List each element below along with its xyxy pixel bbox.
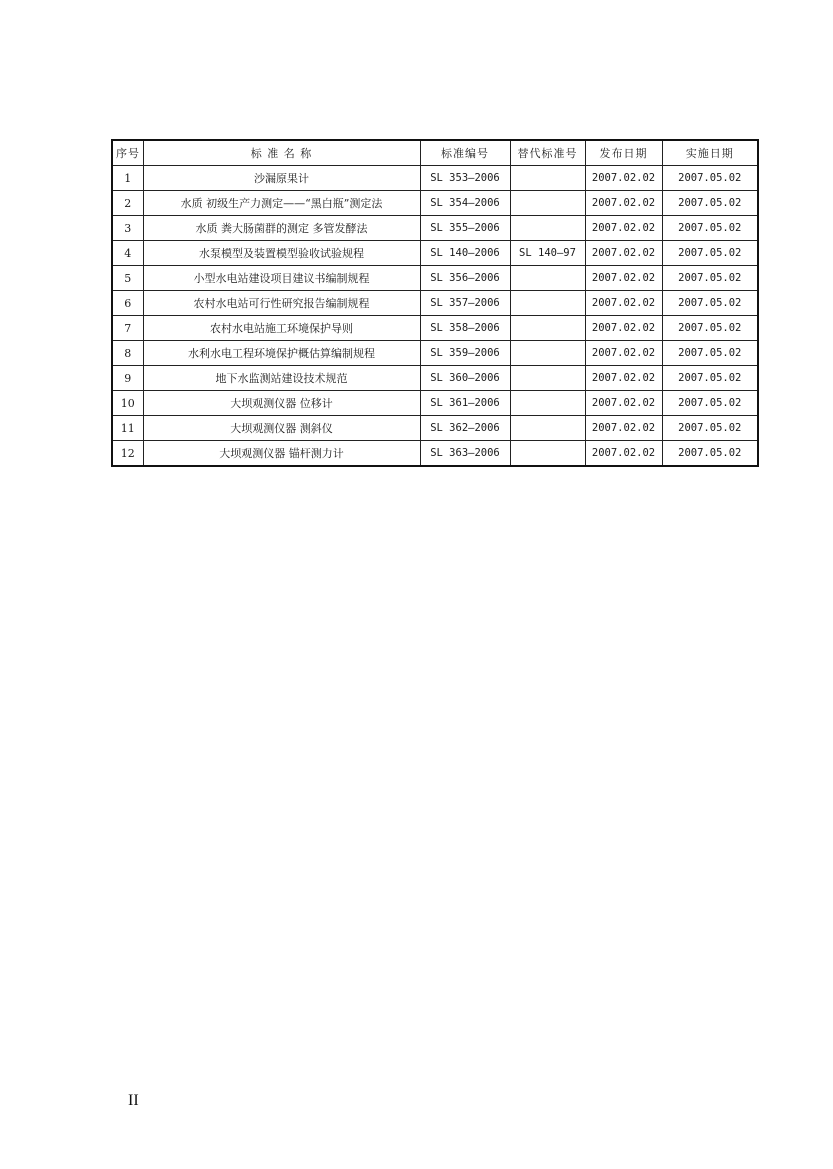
cell-name: 水质 粪大肠菌群的测定 多管发酵法: [143, 216, 420, 241]
cell-no: 8: [112, 341, 143, 366]
cell-no: 9: [112, 366, 143, 391]
cell-name: 农村水电站可行性研究报告编制规程: [143, 291, 420, 316]
header-replaces: 替代标准号: [510, 140, 585, 166]
cell-implement-date: 2007.05.02: [662, 291, 758, 316]
table-row: [112, 441, 758, 467]
cell-code: SL 357—2006: [420, 291, 510, 316]
cell-no: 2: [112, 191, 143, 216]
table-row: [112, 291, 758, 316]
cell-replaces: [510, 341, 585, 366]
table-row: [112, 391, 758, 416]
cell-code: SL 140—2006: [420, 241, 510, 266]
cell-implement-date: 2007.05.02: [662, 266, 758, 291]
cell-code: SL 353—2006: [420, 166, 510, 191]
cell-code: SL 361—2006: [420, 391, 510, 416]
cell-implement-date: 2007.05.02: [662, 391, 758, 416]
cell-name: 大坝观测仪器 测斜仪: [143, 416, 420, 441]
table-row: [112, 266, 758, 291]
cell-code: SL 356—2006: [420, 266, 510, 291]
header-code: 标准编号: [420, 140, 510, 166]
cell-publish-date: 2007.02.02: [585, 241, 662, 266]
cell-replaces: [510, 266, 585, 291]
cell-no: 7: [112, 316, 143, 341]
table-row: [112, 416, 758, 441]
cell-replaces: [510, 441, 585, 467]
standards-table: [111, 139, 759, 467]
page-number: II: [128, 1092, 139, 1109]
cell-code: SL 354—2006: [420, 191, 510, 216]
cell-no: 10: [112, 391, 143, 416]
cell-publish-date: 2007.02.02: [585, 416, 662, 441]
table-row: [112, 241, 758, 266]
cell-implement-date: 2007.05.02: [662, 441, 758, 467]
cell-replaces: [510, 191, 585, 216]
cell-no: 1: [112, 166, 143, 191]
cell-replaces: SL 140—97: [510, 241, 585, 266]
cell-code: SL 360—2006: [420, 366, 510, 391]
cell-code: SL 363—2006: [420, 441, 510, 467]
cell-implement-date: 2007.05.02: [662, 366, 758, 391]
cell-no: 4: [112, 241, 143, 266]
cell-name: 水质 初级生产力测定——“黑白瓶”测定法: [143, 191, 420, 216]
cell-publish-date: 2007.02.02: [585, 191, 662, 216]
cell-replaces: [510, 416, 585, 441]
cell-no: 12: [112, 441, 143, 467]
cell-name: 沙漏原果计: [143, 166, 420, 191]
cell-publish-date: 2007.02.02: [585, 166, 662, 191]
header-no: 序号: [112, 140, 143, 166]
cell-name: 水利水电工程环境保护概估算编制规程: [143, 341, 420, 366]
cell-code: SL 358—2006: [420, 316, 510, 341]
header-publish-date: 发布日期: [585, 140, 662, 166]
cell-no: 6: [112, 291, 143, 316]
cell-replaces: [510, 291, 585, 316]
cell-replaces: [510, 216, 585, 241]
cell-code: SL 355—2006: [420, 216, 510, 241]
cell-publish-date: 2007.02.02: [585, 366, 662, 391]
cell-code: SL 359—2006: [420, 341, 510, 366]
header-row: [112, 140, 758, 166]
cell-implement-date: 2007.05.02: [662, 241, 758, 266]
cell-name: 小型水电站建设项目建议书编制规程: [143, 266, 420, 291]
cell-publish-date: 2007.02.02: [585, 391, 662, 416]
table-row: [112, 166, 758, 191]
cell-publish-date: 2007.02.02: [585, 216, 662, 241]
cell-publish-date: 2007.02.02: [585, 316, 662, 341]
cell-implement-date: 2007.05.02: [662, 191, 758, 216]
cell-implement-date: 2007.05.02: [662, 216, 758, 241]
cell-implement-date: 2007.05.02: [662, 166, 758, 191]
cell-name: 水泵模型及装置模型验收试验规程: [143, 241, 420, 266]
cell-replaces: [510, 366, 585, 391]
cell-implement-date: 2007.05.02: [662, 316, 758, 341]
table-row: [112, 216, 758, 241]
cell-implement-date: 2007.05.02: [662, 416, 758, 441]
header-implement-date: 实施日期: [662, 140, 758, 166]
table-row: [112, 366, 758, 391]
cell-no: 11: [112, 416, 143, 441]
cell-publish-date: 2007.02.02: [585, 341, 662, 366]
cell-code: SL 362—2006: [420, 416, 510, 441]
cell-no: 3: [112, 216, 143, 241]
cell-publish-date: 2007.02.02: [585, 266, 662, 291]
table-header: [112, 140, 758, 166]
cell-replaces: [510, 316, 585, 341]
table-row: [112, 191, 758, 216]
table-row: [112, 341, 758, 366]
cell-replaces: [510, 391, 585, 416]
cell-name: 农村水电站施工环境保护导则: [143, 316, 420, 341]
cell-no: 5: [112, 266, 143, 291]
cell-name: 大坝观测仪器 锚杆测力计: [143, 441, 420, 467]
cell-replaces: [510, 166, 585, 191]
table-body: [112, 166, 758, 467]
cell-name: 地下水监测站建设技术规范: [143, 366, 420, 391]
header-name: 标 准 名 称: [143, 140, 420, 166]
cell-implement-date: 2007.05.02: [662, 341, 758, 366]
cell-publish-date: 2007.02.02: [585, 441, 662, 467]
cell-publish-date: 2007.02.02: [585, 291, 662, 316]
table-row: [112, 316, 758, 341]
cell-name: 大坝观测仪器 位移计: [143, 391, 420, 416]
